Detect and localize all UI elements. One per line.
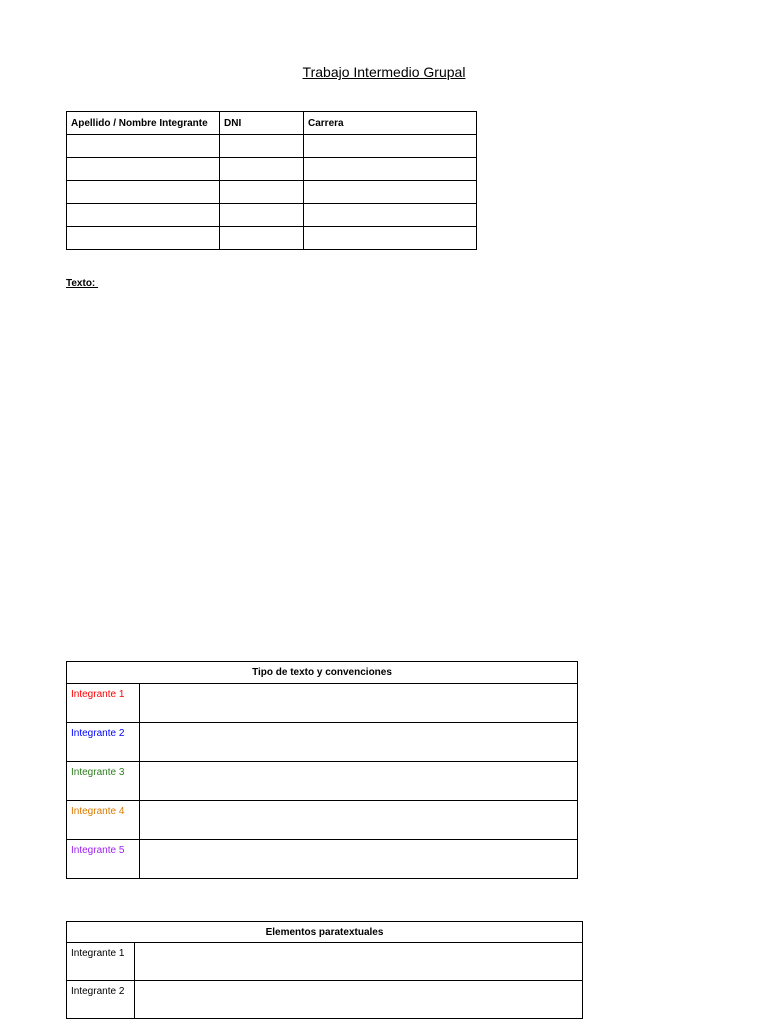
table-row <box>67 204 477 227</box>
integrante-label: Integrante 1 <box>67 943 135 981</box>
carrera-cell[interactable] <box>304 135 477 158</box>
name-cell[interactable] <box>67 135 220 158</box>
table-row <box>67 943 583 981</box>
table-row <box>67 762 578 801</box>
name-cell[interactable] <box>67 181 220 204</box>
column-header-dni: DNI <box>220 112 304 135</box>
tipo-texto-header: Tipo de texto y convenciones <box>67 662 578 684</box>
integrante-answer-cell[interactable] <box>140 723 578 762</box>
dni-cell[interactable] <box>220 227 304 250</box>
integrante-label: Integrante 5 <box>67 840 140 879</box>
table-row <box>67 801 578 840</box>
integrante-label: Integrante 2 <box>67 723 140 762</box>
name-cell[interactable] <box>67 227 220 250</box>
dni-cell[interactable] <box>220 135 304 158</box>
name-cell[interactable] <box>67 158 220 181</box>
name-cell[interactable] <box>67 204 220 227</box>
carrera-cell[interactable] <box>304 227 477 250</box>
texto-label: Texto: <box>66 278 99 289</box>
table-row <box>67 181 477 204</box>
column-header-carrera: Carrera <box>304 112 477 135</box>
carrera-cell[interactable] <box>304 181 477 204</box>
integrante-answer-cell[interactable] <box>135 943 583 981</box>
tipo-texto-header-row <box>67 662 578 684</box>
table-row <box>67 723 578 762</box>
integrante-answer-cell[interactable] <box>140 684 578 723</box>
dni-cell[interactable] <box>220 158 304 181</box>
table-row <box>67 981 583 1019</box>
dni-cell[interactable] <box>220 181 304 204</box>
table-row <box>67 227 477 250</box>
integrante-label: Integrante 2 <box>67 981 135 1019</box>
members-table <box>66 111 477 250</box>
column-header-name: Apellido / Nombre Integrante <box>67 112 220 135</box>
paratextual-header-row <box>67 922 583 943</box>
table-row <box>67 684 578 723</box>
document-title: Trabajo Intermedio Grupal <box>302 64 466 80</box>
integrante-label: Integrante 1 <box>67 684 140 723</box>
integrante-answer-cell[interactable] <box>135 981 583 1019</box>
integrante-label: Integrante 4 <box>67 801 140 840</box>
integrante-answer-cell[interactable] <box>140 840 578 879</box>
dni-cell[interactable] <box>220 204 304 227</box>
carrera-cell[interactable] <box>304 158 477 181</box>
tipo-texto-table <box>66 661 578 879</box>
integrante-label: Integrante 3 <box>67 762 140 801</box>
paratextual-header: Elementos paratextuales <box>67 922 583 943</box>
carrera-cell[interactable] <box>304 204 477 227</box>
table-row <box>67 840 578 879</box>
members-table-header-row <box>67 112 477 135</box>
table-row <box>67 158 477 181</box>
integrante-answer-cell[interactable] <box>140 762 578 801</box>
paratextual-table <box>66 921 583 1019</box>
table-row <box>67 135 477 158</box>
integrante-answer-cell[interactable] <box>140 801 578 840</box>
